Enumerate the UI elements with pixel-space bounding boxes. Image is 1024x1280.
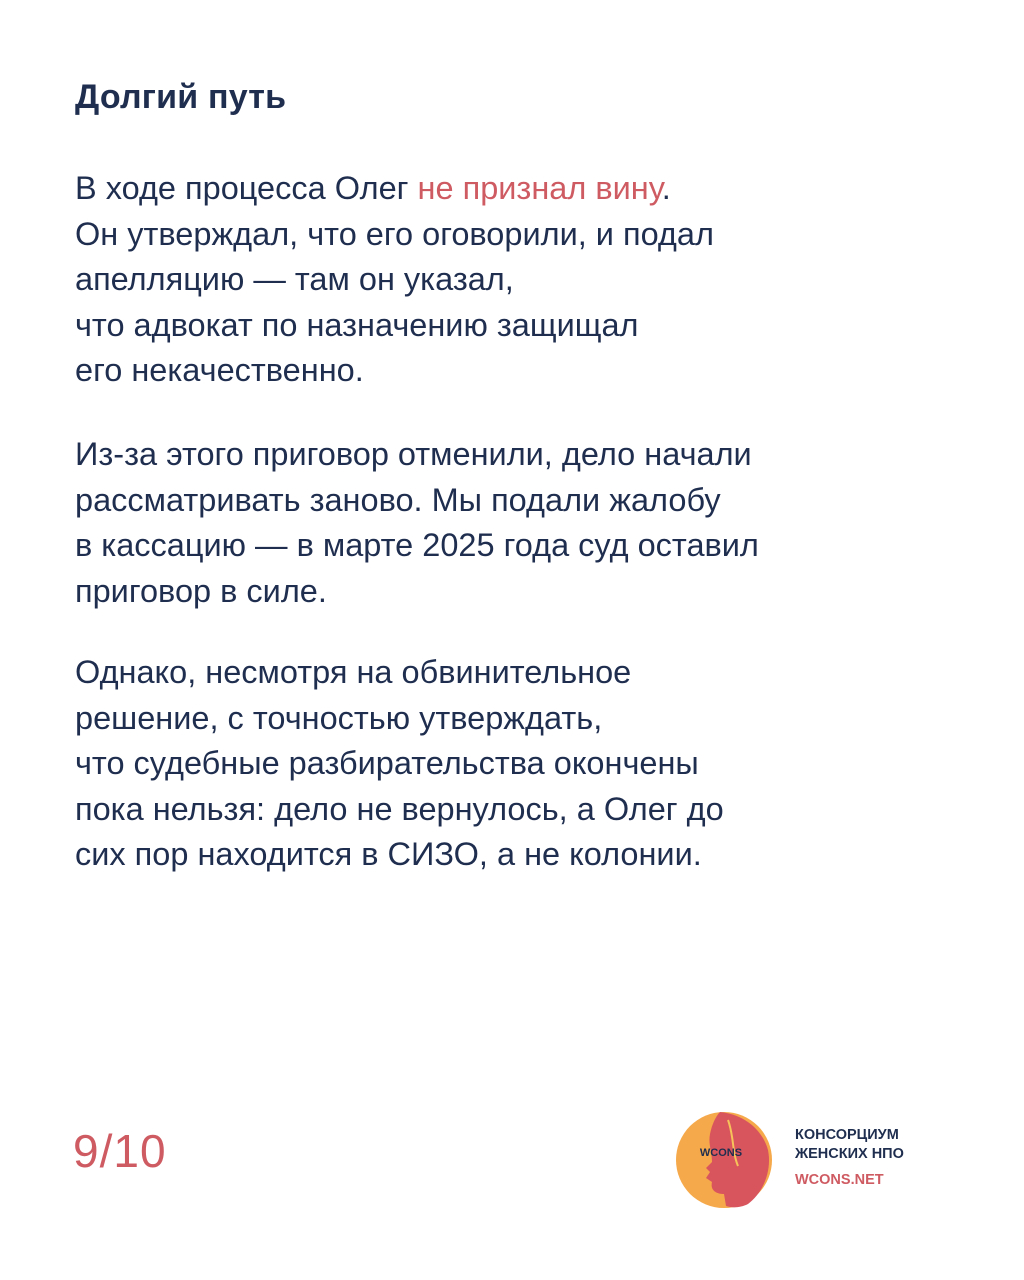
paragraph-line: решение, с точностью утверждать,	[75, 699, 603, 736]
paragraph-line: что судебные разбирательства окончены	[75, 745, 699, 782]
paragraph-line: пока нельзя: дело не вернулось, а Олег до	[75, 790, 724, 827]
text-span: .	[661, 170, 671, 206]
logo-text	[795, 1126, 904, 1190]
wcons-logo-icon	[676, 1112, 772, 1208]
page-title: Долгий путь	[75, 78, 287, 116]
paragraph-line: Он утверждал, что его оговорили, и подал	[75, 215, 714, 252]
highlighted-text: не признал вину	[417, 170, 662, 206]
paragraph-line: Из-за этого приговор отменили, дело начали	[75, 436, 752, 472]
website-link[interactable]: WCONS.NET	[795, 1172, 884, 1188]
paragraph-line: приговор в силе.	[75, 572, 327, 609]
paragraph-line: что адвокат по назначению защищал	[75, 306, 639, 343]
paragraph-line: рассматривать заново. Мы подали жалобу	[75, 481, 721, 518]
logo-name-line-1: КОНСОРЦИУМ	[795, 1127, 899, 1143]
paragraph-line: апелляцию — там он указал,	[75, 261, 514, 298]
paragraph-1	[75, 166, 714, 394]
page-number: 9/10	[73, 1125, 167, 1177]
paragraph-line: в кассацию — в марте 2025 года суд оставил	[75, 527, 759, 564]
paragraph-line: его некачественно.	[75, 352, 364, 389]
logo-mark-text: WCONS	[699, 1147, 743, 1159]
paragraph-3	[75, 650, 724, 878]
logo-name-line-2: ЖЕНСКИХ НПО	[795, 1146, 904, 1162]
paragraph-line: сих пор находится в СИЗО, а не колонии.	[75, 836, 702, 873]
paragraph-2	[75, 432, 759, 614]
paragraph-line	[75, 166, 714, 212]
paragraph-line: Однако, несмотря на обвинительное	[75, 654, 632, 690]
text-span: В ходе процесса Олег	[75, 170, 418, 206]
